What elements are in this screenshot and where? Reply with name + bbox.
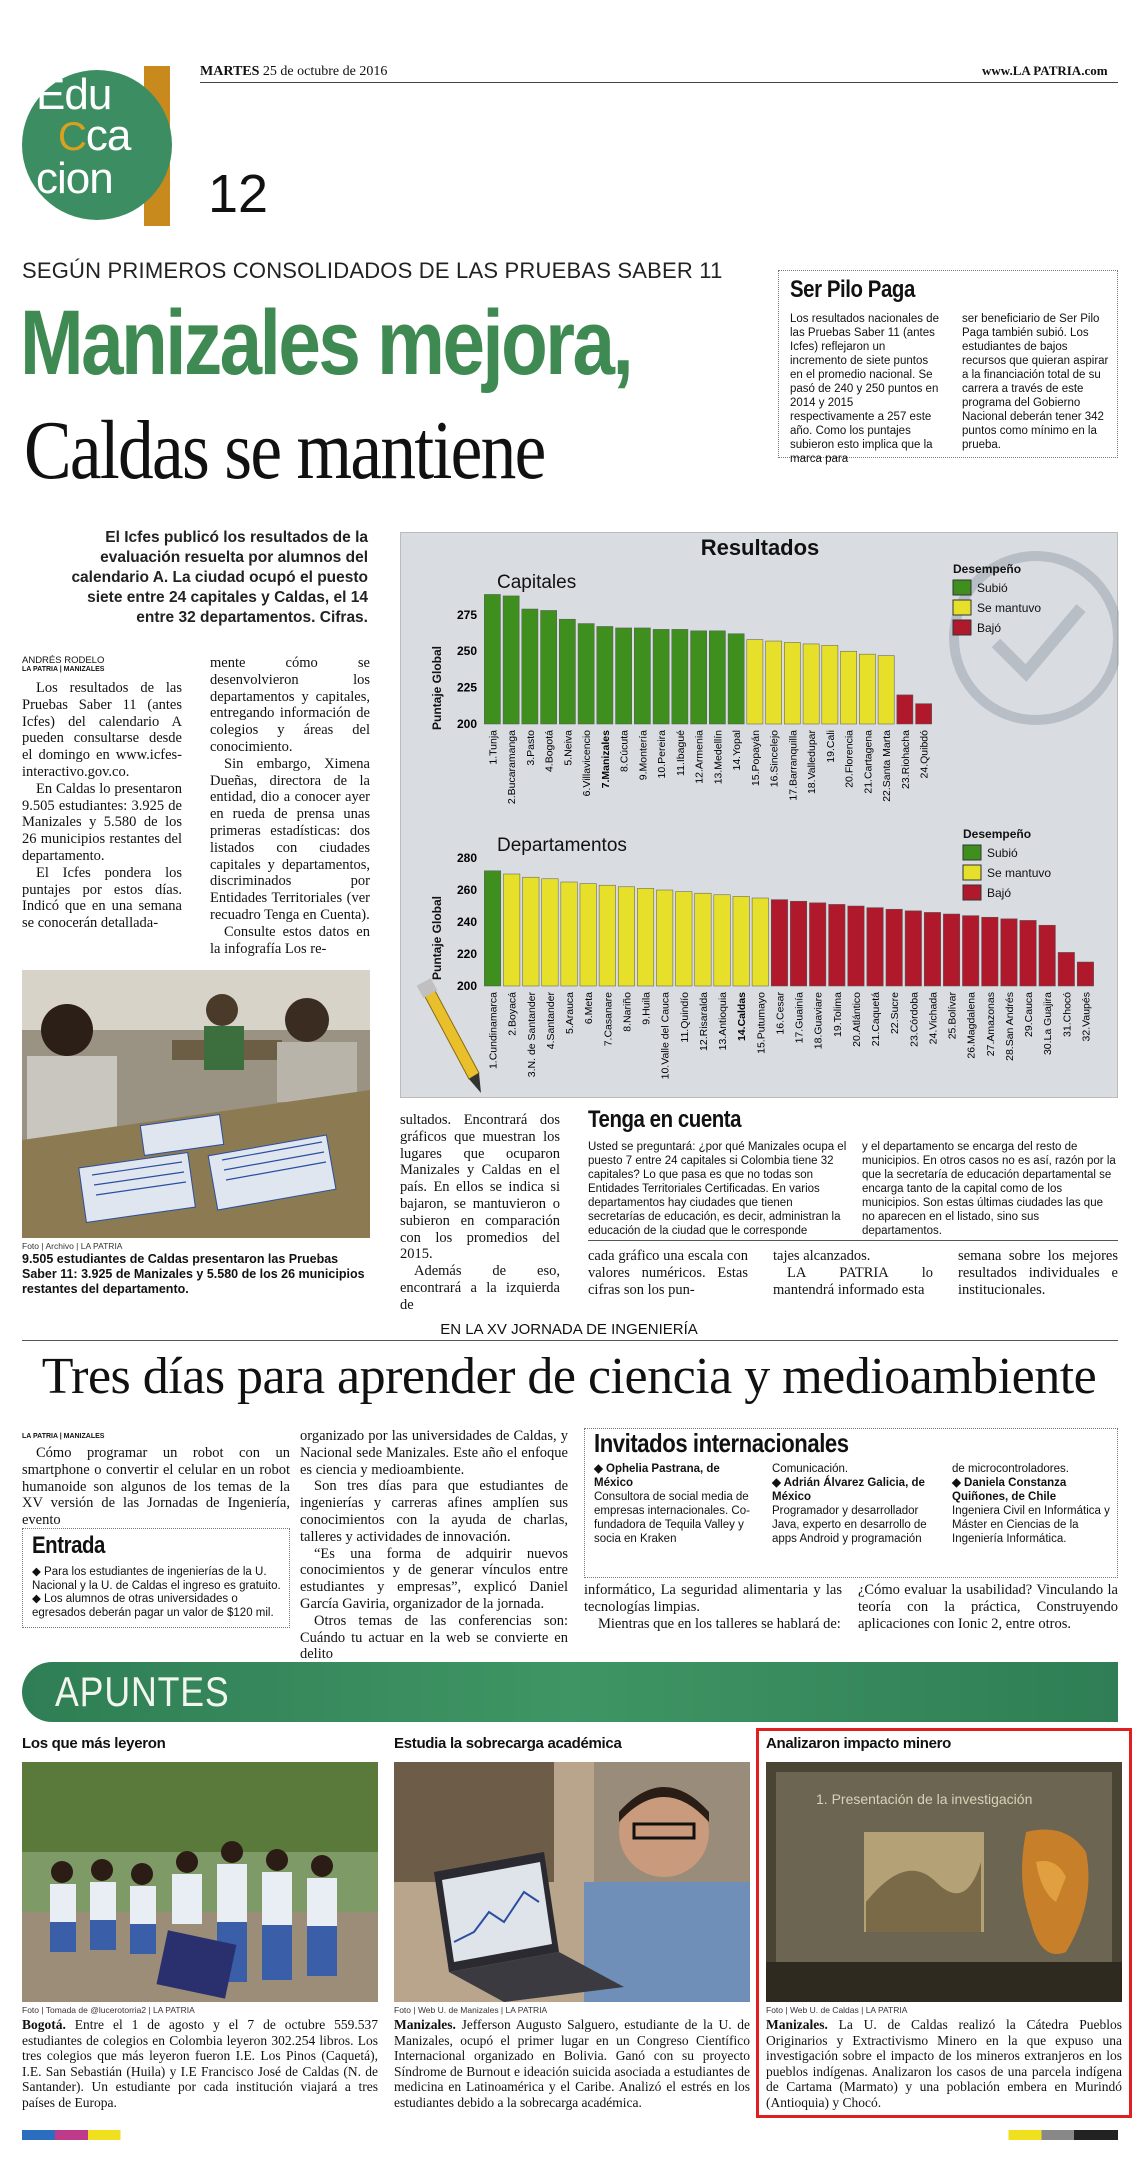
departamentos-bar xyxy=(829,904,845,986)
chart-capitales-ylabel: Puntaje Global xyxy=(430,645,444,731)
lead-paragraph: semana sobre los mejores resultados individuales e institucionales. xyxy=(958,1248,1118,1298)
capitales-bar xyxy=(578,624,594,724)
bottom-col-c xyxy=(958,1248,1118,1298)
bottom-col-b xyxy=(773,1248,933,1298)
departamentos-category-label: 13.Antioquia xyxy=(717,992,730,1051)
departamentos-category-label: 15.Putumayo xyxy=(755,992,768,1054)
apunte-3-body: La U. de Caldas realizó la Cátedra Pueblos Originarios y Extractivismo Minero en la que expuso una investigación sobre el impacto de los mineros extranjeros en los pueblos indígenas. Analizaron los casos de una parcela indígena de Cartama (Marmato) y una población embera en Murindó (Antioquia) y Chocó. xyxy=(766,2017,1123,2110)
capitales-category-label: 16.Sincelejo xyxy=(768,730,781,788)
lead-paragraph: mente cómo se desenvolvieron los departamentos y capitales, entregando información de colegios y áreas del conocimiento. xyxy=(210,655,370,755)
legend-title: Desempeño xyxy=(963,827,1032,841)
capitales-category-label: 18.Valledupar xyxy=(806,730,819,795)
capitales-bar xyxy=(841,651,857,724)
capitales-category-label: 11.Ibagué xyxy=(674,730,687,776)
apunte-1-body: Entre el 1 de agosto y el 7 de octubre 559.537 estudiantes de colegios en Colombia leyeron 302.254 libros. Los tres colegios que más leyeron fueron I.E. Los Pinos (Caquetá), I.E. San Sebastián (Huila) y I.E Francisco José de Caldas (N. de Santander). Un estudiante por cada institución viajará a tres países de Europa. xyxy=(22,2017,379,2110)
capitales-category-label: 10.Pereira xyxy=(656,730,669,779)
departamentos-category-label: 6.Meta xyxy=(583,992,596,1025)
legend-mantuvo: Se mantuvo xyxy=(977,601,1042,615)
byline-place: LA PATRIA | MANIZALES xyxy=(22,666,105,673)
tenga-rule xyxy=(588,1240,1118,1241)
legend-bajo: Bajó xyxy=(987,886,1012,900)
departamentos-bar xyxy=(656,890,672,986)
legend-swatch-bajo xyxy=(963,885,981,900)
lead-paragraph: Consulte estos datos en la infografía Los re- xyxy=(210,923,370,957)
capitales-bar xyxy=(634,628,650,724)
departamentos-category-label: 4.Santander xyxy=(544,992,557,1050)
departamentos-category-label: 22.Sucre xyxy=(889,992,902,1035)
departamentos-ytick: 260 xyxy=(456,883,477,897)
ingenieria-paragraph: Otros temas de las conferencias son: Cuándo tu actuar en la web se convierte en delito xyxy=(300,1612,568,1663)
capitales-ytick: 200 xyxy=(456,717,477,731)
departamentos-bar xyxy=(580,884,596,986)
invitado-3 xyxy=(952,1462,1112,1546)
apunte-1-photo xyxy=(22,1762,378,2002)
departamentos-bar xyxy=(599,885,615,986)
invitado-1-name: ◆ Ophelia Pastrana, de México xyxy=(594,1463,720,1489)
lead-column-1 xyxy=(22,680,182,932)
capitales-bar xyxy=(766,641,782,724)
departamentos-bar xyxy=(848,906,864,986)
departamentos-category-label: 10.Valle del Cauca xyxy=(659,992,672,1080)
capitales-bar xyxy=(728,634,744,724)
apunte-1-title: Los que más leyeron xyxy=(22,1735,166,1752)
logo-line-1: Edu xyxy=(36,70,112,119)
departamentos-bar xyxy=(484,871,500,986)
departamentos-category-label: 27.Amazonas xyxy=(984,992,997,1057)
students-reading-illustration xyxy=(22,1762,378,2002)
lead-kicker: SEGÚN PRIMEROS CONSOLIDADOS DE LAS PRUEBAS SABER 11 xyxy=(22,258,723,283)
entrada-item: ◆ Los alumnos de otras universidades o egresados deberán pagar un valor de $120 mil. xyxy=(32,1593,274,1619)
departamentos-category-label: 32.Vaupés xyxy=(1080,992,1093,1042)
departamentos-category-label: 12.Risaralda xyxy=(697,992,710,1051)
apuntes-title: APUNTES xyxy=(55,1668,230,1715)
lead-paragraph: sultados. Encontrará dos gráficos que muestran los lugares que ocuparon Manizales y Caldas en el país. En ellos se indica si bajaron, se mantuvieron o subieron en comparación con los promedios del 2015. xyxy=(400,1112,560,1263)
ingenieria-paragraph: informático, La seguridad alimentaria y las tecnologías limpias. xyxy=(584,1582,842,1615)
departamentos-bar xyxy=(1077,962,1093,986)
legend-mantuvo: Se mantuvo xyxy=(987,866,1052,880)
departamentos-category-label: 25.Bolívar xyxy=(946,992,959,1040)
lead-column-2 xyxy=(210,655,370,957)
legend-subio: Subió xyxy=(977,581,1008,595)
logo-line-3: cion xyxy=(36,154,113,203)
tenga-title: Tenga en cuenta xyxy=(588,1106,742,1133)
entrada-item-text: Los alumnos de otras universidades o egresados deberán pagar un valor de $120 mil. xyxy=(32,1593,274,1619)
invitados-title: Invitados internacionales xyxy=(594,1428,849,1458)
apunte-2-body: Jefferson Augusto Salguero, estudiante de la U. de Manizales, ocupó el primer lugar en un Congreso Científico Internacional organizado en Bolivia. Ganó con su proyecto Síndrome de Burnout e ideación suicida asociada a estudiantes de medicina en Latinoamérica y el Caribe. Analizó el estrés en los estudiantes debido a la sobrecarga académica. xyxy=(394,2017,750,2110)
departamentos-bar xyxy=(561,882,577,986)
capitales-category-label: 24.Quibdó xyxy=(918,730,931,779)
departamentos-bar xyxy=(695,893,711,986)
departamentos-bar xyxy=(924,912,940,986)
departamentos-category-label: 11.Quindío xyxy=(678,992,691,1043)
lead-paragraph: Además de eso, encontrará a la izquierda de xyxy=(400,1263,560,1313)
capitales-category-label: 3.Pasto xyxy=(524,730,537,766)
legend-swatch-subio xyxy=(953,580,971,595)
student-laptop-illustration xyxy=(394,1762,750,2002)
invitado-2-pre: Comunicación. xyxy=(772,1463,849,1475)
pencil-decoration xyxy=(417,978,481,1093)
photo-caption: 9.505 estudiantes de Caldas presentaron las Pruebas Saber 11: 3.925 de Manizales y 5.580 de los 26 municipios restantes del departamento. xyxy=(22,1252,365,1296)
departamentos-bar xyxy=(962,916,978,986)
departamentos-category-label: 26.Magdalena xyxy=(965,992,978,1059)
entrada-title: Entrada xyxy=(32,1532,105,1559)
capitales-bar xyxy=(653,629,669,724)
ingenieria-kicker: EN LA XV JORNADA DE INGENIERÍA xyxy=(440,1321,698,1338)
legend-bajo: Bajó xyxy=(977,621,1002,635)
capitales-category-label: 7.Manizales xyxy=(599,730,612,789)
capitales-category-label: 2.Bucaramanga xyxy=(506,730,519,805)
capitales-bar xyxy=(822,645,838,724)
departamentos-category-label: 16.Cesar xyxy=(774,992,787,1035)
lead-paragraph: Sin embargo, Ximena Dueñas, directora de la entidad, dio a conocer ayer en rueda de prensa unas primeras estadísticas: dos listados con ciudades capitales y departamentos, discriminados por Entidades Territoriales (ver recuadro Tenga en Cuenta). xyxy=(210,755,370,923)
apunte-3-title: Analizaron impacto minero xyxy=(766,1735,952,1752)
capitales-ytick: 275 xyxy=(456,607,477,622)
capitales-category-label: 17.Barranquilla xyxy=(787,730,800,801)
departamentos-category-label: 20.Atlántico xyxy=(850,992,863,1047)
headline-black: Caldas se mantiene xyxy=(24,404,545,497)
lead-paragraph: LA PATRIA lo mantendrá informado esta xyxy=(773,1264,933,1298)
date-line xyxy=(200,64,387,80)
capitales-category-label: 15.Popayán xyxy=(749,730,762,787)
legend-swatch-mantuvo xyxy=(953,600,971,615)
departamentos-category-label: 2.Boyacá xyxy=(506,992,519,1036)
departamentos-category-label: 5.Arauca xyxy=(564,992,577,1035)
ingenieria-paragraph: Cómo programar un robot con un smartphone o convertir el celular en un robot humanoide son algunos de los temas de la XV versión de las Jornadas de Ingeniería, evento xyxy=(22,1445,290,1529)
ingenieria-paragraph: “Es una forma de adquirir nuevos conocimientos y de generar vínculos entre estudiantes y empresas”, explicó Daniel García Gaviria, organizador de la jornada. xyxy=(300,1545,568,1612)
departamentos-category-label: 3.N. de Santander xyxy=(525,992,538,1078)
departamentos-category-label: 21.Caquetá xyxy=(870,992,883,1047)
apunte-2-credit: Foto | Web U. de Manizales | LA PATRIA xyxy=(394,2005,548,2015)
legend-subio: Subió xyxy=(987,846,1018,860)
departamentos-bar xyxy=(752,898,768,986)
departamentos-category-label: 24.Vichada xyxy=(927,992,940,1045)
ingenieria-rule xyxy=(22,1340,1118,1341)
apunte-2-lead: Manizales. xyxy=(394,2017,456,2032)
apunte-1-lead: Bogotá. xyxy=(22,2017,66,2032)
byline xyxy=(22,655,104,673)
tenga-col1: Usted se preguntará: ¿por qué Manizales ocupa el puesto 7 entre 24 capitales si Colombia tiene 32 capitales? Lo que pasa es que no todas son Entidades Territoriales Certificadas. En varios departamentos hay ciudades que tienen secretarías de educación, es decir, administran la educación de la ciudad que le corresponde xyxy=(588,1141,847,1237)
ser-pilo-col2: ser beneficiario de Ser Pilo Paga también subió. Los estudiantes de bajos recursos que quieran aspirar a la financiación total de su carrera a través de este programa del Gobierno Nacional deberán tener 342 puntos como mínimo en la prueba. xyxy=(962,313,1109,451)
ingenieria-byline: LA PATRIA | MANIZALES xyxy=(22,1433,105,1440)
lead-paragraph: El Icfes pondera los puntajes por estos días. Indicó que en una semana se conocerán detallada- xyxy=(22,864,182,932)
departamentos-category-label: 19.Tolima xyxy=(831,992,844,1037)
date-day: MARTES xyxy=(200,64,260,79)
capitales-category-label: 22.Santa Marta xyxy=(881,730,894,802)
departamentos-bar xyxy=(1001,919,1017,986)
ser-pilo-col1: Los resultados nacionales de las Pruebas Saber 11 (antes Icfes) reflejaron un incremento de siete puntos en el promedio nacional. Se pasó de 240 y 250 puntos en 2014 y 2015 respectivamente a 257 este año. Como los puntajes subieron esto implica que la marca para xyxy=(790,313,939,465)
departamentos-category-label: 1.Cundinamarca xyxy=(487,992,500,1070)
departamentos-category-label: 8.Nariño xyxy=(621,992,634,1032)
logo-line-2 xyxy=(36,111,131,160)
chart-departamentos-ylabel: Puntaje Global xyxy=(430,895,444,981)
capitales-category-label: 9.Montería xyxy=(637,730,650,781)
departamentos-bar xyxy=(1058,952,1074,986)
chart-departamentos-subtitle: Departamentos xyxy=(497,835,627,856)
capitales-category-label: 20.Florencia xyxy=(843,730,856,788)
capitales-bar xyxy=(522,609,538,724)
capitales-bar xyxy=(859,654,875,724)
slide-title: 1. Presentación de la investigación xyxy=(816,1791,1033,1807)
results-chart xyxy=(401,533,1119,1099)
departamentos-bar xyxy=(542,879,558,986)
departamentos-category-label: 14.Caldas xyxy=(736,992,749,1042)
departamentos-bar xyxy=(676,892,692,986)
chart-title: Resultados xyxy=(700,535,820,560)
departamentos-category-label: 31.Chocó xyxy=(1061,992,1074,1037)
byline-name: ANDRÉS RODELO xyxy=(22,655,105,666)
ingenieria-col3 xyxy=(584,1582,842,1632)
departamentos-bar xyxy=(982,917,998,986)
headline-green: Manizales mejora, xyxy=(20,292,632,394)
lead-paragraph: En Caldas lo presentaron 9.505 estudiantes: 3.925 de Manizales y 5.580 de los 26 municipios restantes del departamento. xyxy=(22,780,182,864)
apunte-1-text xyxy=(22,2017,378,2110)
entrada-item: ◆ Para los estudiantes de ingenierías de la U. Nacional y la U. de Caldas el ingreso es gratuito. xyxy=(32,1566,281,1592)
logo-word xyxy=(36,70,131,203)
capitales-category-label: 14.Yopal xyxy=(731,730,744,771)
date-text: 25 de octubre de 2016 xyxy=(262,64,388,79)
departamentos-category-label: 18.Guaviare xyxy=(812,992,825,1050)
tenga-col2: y el departamento se encarga del resto de municipios. En otros casos no es así, razón por la que la secretaría de educación departamental se encarga tanto de la capital como de los municipios. Son estas últimas ciudades las que no aparecen en el listado, sino sus departamentos. xyxy=(862,1141,1116,1237)
capitales-bar xyxy=(616,628,632,724)
invitado-1 xyxy=(594,1462,754,1546)
departamentos-bar xyxy=(943,914,959,986)
capitales-bar xyxy=(484,594,500,724)
entrada-item-text: Para los estudiantes de ingenierías de la U. Nacional y la U. de Caldas el ingreso es gratuito. xyxy=(32,1566,281,1592)
departamentos-category-label: 9.Huila xyxy=(640,992,653,1025)
invitado-2-name-text: Adrián Álvarez Galicia, de México xyxy=(772,1477,925,1503)
departamentos-bar xyxy=(733,896,749,986)
apunte-2-text xyxy=(394,2017,750,2110)
departamentos-ytick: 240 xyxy=(456,915,477,929)
capitales-bar xyxy=(691,631,707,724)
capitales-bar xyxy=(672,629,688,724)
departamentos-category-label: 30.La Guajira xyxy=(1042,992,1055,1056)
registration-bar xyxy=(22,2130,1118,2140)
entrada-list xyxy=(32,1566,284,1620)
capitales-category-label: 4.Bogotá xyxy=(543,730,556,773)
legend-swatch-mantuvo xyxy=(963,865,981,880)
departamentos-ytick: 280 xyxy=(456,851,477,865)
departamentos-bar xyxy=(618,887,634,986)
lead-paragraph: cada gráfico una escala con valores numéricos. Estas cifras son los pun- xyxy=(588,1248,748,1298)
capitales-bar xyxy=(897,695,913,724)
website: www.LA PATRIA.com xyxy=(982,63,1108,78)
departamentos-bar xyxy=(1039,925,1055,986)
bottom-col-a xyxy=(588,1248,748,1298)
departamentos-bar xyxy=(809,903,825,986)
capitales-bar xyxy=(503,596,519,724)
lead-paragraph: Los resultados de las Pruebas Saber 11 (antes Icfes) del calendario A pueden consultarse desde el domingo en www.icfes-interactivo.gov.co. xyxy=(22,680,182,780)
departamentos-bar xyxy=(905,911,921,986)
capitales-category-label: 6.Villavicencio xyxy=(581,730,594,797)
ser-pilo-title: Ser Pilo Paga xyxy=(790,276,915,303)
capitales-bar xyxy=(559,619,575,724)
departamentos-category-label: 28.San Andrés xyxy=(1003,992,1016,1061)
page-number: 12 xyxy=(208,164,269,224)
capitales-category-label: 19.Cali xyxy=(824,730,837,763)
capitales-category-label: 1.Tunja xyxy=(487,730,500,765)
apunte-3-photo xyxy=(766,1762,1122,2002)
departamentos-category-label: 7.Casanare xyxy=(602,992,615,1047)
section-logo xyxy=(22,66,186,230)
lead-paragraph: tajes alcanzados. xyxy=(773,1248,871,1264)
capitales-bar xyxy=(784,642,800,724)
capitales-ytick: 250 xyxy=(456,644,477,659)
departamentos-bar xyxy=(1020,920,1036,986)
capitales-category-label: 12.Armenia xyxy=(693,730,706,784)
apunte-3-lead: Manizales. xyxy=(766,2017,828,2032)
ingenieria-headline: Tres días para aprender de ciencia y medioambiente xyxy=(41,1348,1097,1405)
legend-swatch-subio xyxy=(963,845,981,860)
header-rule xyxy=(200,82,1118,83)
departamentos-bar xyxy=(503,874,519,986)
capitales-category-label: 23.Riohacha xyxy=(899,730,912,789)
invitado-3-name-text: Daniela Constanza Quiñones, de Chile xyxy=(952,1477,1067,1503)
chart-capitales-subtitle: Capitales xyxy=(497,572,577,593)
departamentos-bar xyxy=(790,901,806,986)
apunte-2-photo xyxy=(394,1762,750,2002)
capitales-bar xyxy=(597,626,613,724)
invitado-2-text: Programador y desarrollador Java, experto en desarrollo de apps Android y programación xyxy=(772,1505,927,1545)
ingenieria-col4 xyxy=(858,1582,1118,1632)
departamentos-bar xyxy=(886,909,902,986)
departamentos-bar xyxy=(714,895,730,986)
ingenieria-paragraph: organizado por las universidades de Caldas, y Nacional sede Manizales. Este año el enfoque es ciencia y medioambiente. xyxy=(300,1428,568,1478)
apunte-3-text xyxy=(766,2017,1122,2110)
capitales-category-label: 5.Neiva xyxy=(562,730,575,766)
capitales-category-label: 8.Cúcuta xyxy=(618,730,631,773)
capitales-bar xyxy=(878,656,894,724)
invitado-2-name: ◆ Adrián Álvarez Galicia, de México xyxy=(772,1477,925,1503)
departamentos-bar xyxy=(867,908,883,986)
lead-summary: El Icfes publicó los resultados de la evaluación resuelta por alumnos del calendario A. La ciudad ocupó el puesto siete entre 24 capitales y Caldas, el 14 entre 32 departamentos. Cifras. xyxy=(71,529,368,626)
capitales-bar xyxy=(747,640,763,724)
ingenieria-col1 xyxy=(22,1445,290,1529)
departamentos-category-label: 23.Córdoba xyxy=(908,992,921,1047)
capitales-ytick: 225 xyxy=(456,680,477,695)
departamentos-bar xyxy=(771,900,787,986)
apunte-3-credit: Foto | Web U. de Caldas | LA PATRIA xyxy=(766,2005,908,2015)
capitales-bar xyxy=(709,631,725,724)
invitado-1-text: Consultora de social media de empresas internacionales. Co-fundadora de Tequila Valley y socia en Kraken xyxy=(594,1491,750,1545)
departamentos-category-label: 29.Cauca xyxy=(1023,992,1036,1037)
invitado-3-name: ◆ Daniela Constanza Quiñones, de Chile xyxy=(952,1477,1067,1503)
logo-ca: ca xyxy=(85,111,131,160)
legend-swatch-bajo xyxy=(953,620,971,635)
apunte-1-credit: Foto | Tomada de @lucerotorria2 | LA PATRIA xyxy=(22,2005,195,2015)
departamentos-bar xyxy=(637,888,653,986)
ingenieria-paragraph: Mientras que en los talleres se hablará de: xyxy=(598,1615,841,1632)
invitado-2 xyxy=(772,1462,932,1546)
students-exam-photo xyxy=(22,970,370,1238)
results-infographic xyxy=(400,532,1118,1098)
capitales-bar xyxy=(916,704,932,724)
departamentos-bar xyxy=(523,877,539,986)
invitado-1-name-text: Ophelia Pastrana, de México xyxy=(594,1463,720,1489)
invitado-3-pre: de microcontroladores. xyxy=(952,1463,1069,1475)
legend-title: Desempeño xyxy=(953,562,1022,576)
apunte-2-title: Estudia la sobrecarga académica xyxy=(394,1735,622,1752)
departamentos-ytick: 200 xyxy=(456,979,477,993)
students-exam-illustration xyxy=(22,970,370,1238)
capitales-category-label: 13.Medellín xyxy=(712,730,725,785)
capitales-bar xyxy=(541,610,557,724)
lead-column-3 xyxy=(400,1112,560,1314)
ingenieria-paragraph: ¿Cómo evaluar la usabilidad? Vinculando la teoría con la práctica, Construyendo aplicaciones con Ionic 2, entre otros. xyxy=(858,1582,1118,1632)
departamentos-category-label: 17.Guainía xyxy=(793,992,806,1044)
invitado-3-text: Ingeniera Civil en Informática y Máster en Ciencias de la Ingeniería Informática. xyxy=(952,1505,1110,1545)
logo-c: C xyxy=(58,115,86,159)
ingenieria-col2 xyxy=(300,1428,568,1663)
mining-presentation-illustration xyxy=(766,1762,1122,2002)
capitales-bar xyxy=(803,644,819,724)
photo-credit: Foto | Archivo | LA PATRIA xyxy=(22,1241,123,1251)
capitales-category-label: 21.Cartagena xyxy=(862,730,875,794)
departamentos-ytick: 220 xyxy=(456,947,477,961)
ingenieria-paragraph: Son tres días para que estudiantes de ingenierías y carreras afines amplíen sus conocimientos con la ayuda de charlas, talleres y actividades de innovación. xyxy=(300,1478,568,1545)
